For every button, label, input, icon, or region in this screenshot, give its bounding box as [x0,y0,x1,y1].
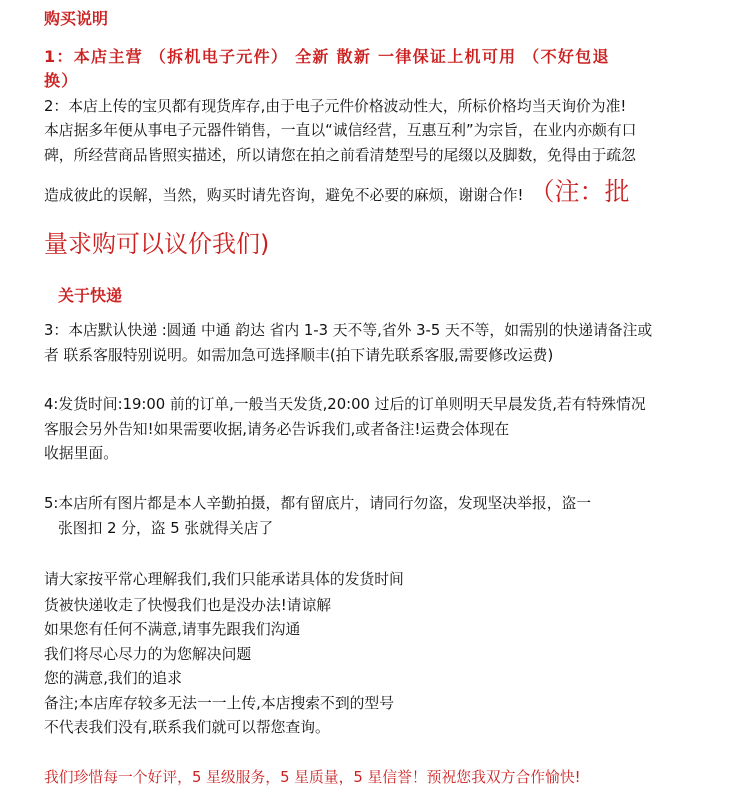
shipping-time-line-1: 4:发货时间:19:00 前的订单,一般当天发货,20:00 过后的订单则明天早晨发货,若有特殊情况 [44,396,646,413]
shipping-time-line-3: 收据里面。 [44,445,118,462]
notice-line-1: 请大家按平常心理解我们,我们只能承诺具体的发货时间 [44,571,404,588]
notice-line-2: 货被快递收走了快慢我们也是没办法!请谅解 [44,597,332,614]
stock-line-4: 造成彼此的误解，当然，购买时请先咨询，避免不必要的麻烦，谢谢合作! [44,187,524,204]
bulk-note-end: 量求购可以议价我们) [44,230,270,258]
express-heading: 关于快递 [58,286,123,305]
main-business-line-continued: 换） [44,71,79,90]
purchase-notice-heading: 购买说明 [44,9,109,28]
stock-line-1: 2：本店上传的宝贝都有现货库存,由于电子元件价格波动性大，所标价格均当天询价为准! [44,98,627,115]
main-business-line: 1：本店主营 （拆机电子元件） 全新 散新 一律保证上机可用 （不好包退 [44,47,610,66]
stock-line-3: 碑，所经营商品皆照实描述，所以请您在拍之前看清楚型号的尾缀以及脚数，免得由于疏忽 [44,147,636,164]
notice-line-7: 不代表我们没有,联系我们就可以帮您查询。 [44,719,330,736]
image-copyright-line-1: 5:本店所有图片都是本人辛勤拍摄，都有留底片，请同行勿盗，发现坚决举报，盗一 [44,495,592,512]
bulk-note-start: （注：批 [529,177,630,206]
notice-line-5: 您的满意,我们的追求 [44,670,182,687]
closing-line: 我们珍惜每一个好评，5 星级服务，5 星质量，5 星信誉！预祝您我双方合作愉快! [44,769,581,786]
express-line-2: 者 联系客服特别说明。如需加急可选择顺丰(拍下请先联系客服,需要修改运费) [44,347,554,364]
stock-line-2: 本店据多年便从事电子元器件销售，一直以“诚信经营，互惠互利”为宗旨，在业内亦颇有口 [44,122,637,139]
notice-line-6: 备注;本店库存较多无法一一上传,本店搜索不到的型号 [44,695,395,712]
express-line-1: 3：本店默认快递 :圆通 中通 韵达 省内 1-3 天不等,省外 3-5 天不等，如需别的快递请备注或 [44,322,653,339]
notice-line-3: 如果您有任何不满意,请事先跟我们沟通 [44,621,301,638]
stock-line-4-row [44,174,629,214]
image-copyright-line-2: 张图扣 2 分，盗 5 张就得关店了 [58,520,274,537]
notice-line-4: 我们将尽心尽力的为您解决问题 [44,646,252,663]
shipping-time-line-2: 客服会另外告知!如果需要收据,请务必告诉我们,或者备注!运费会体现在 [44,421,510,438]
